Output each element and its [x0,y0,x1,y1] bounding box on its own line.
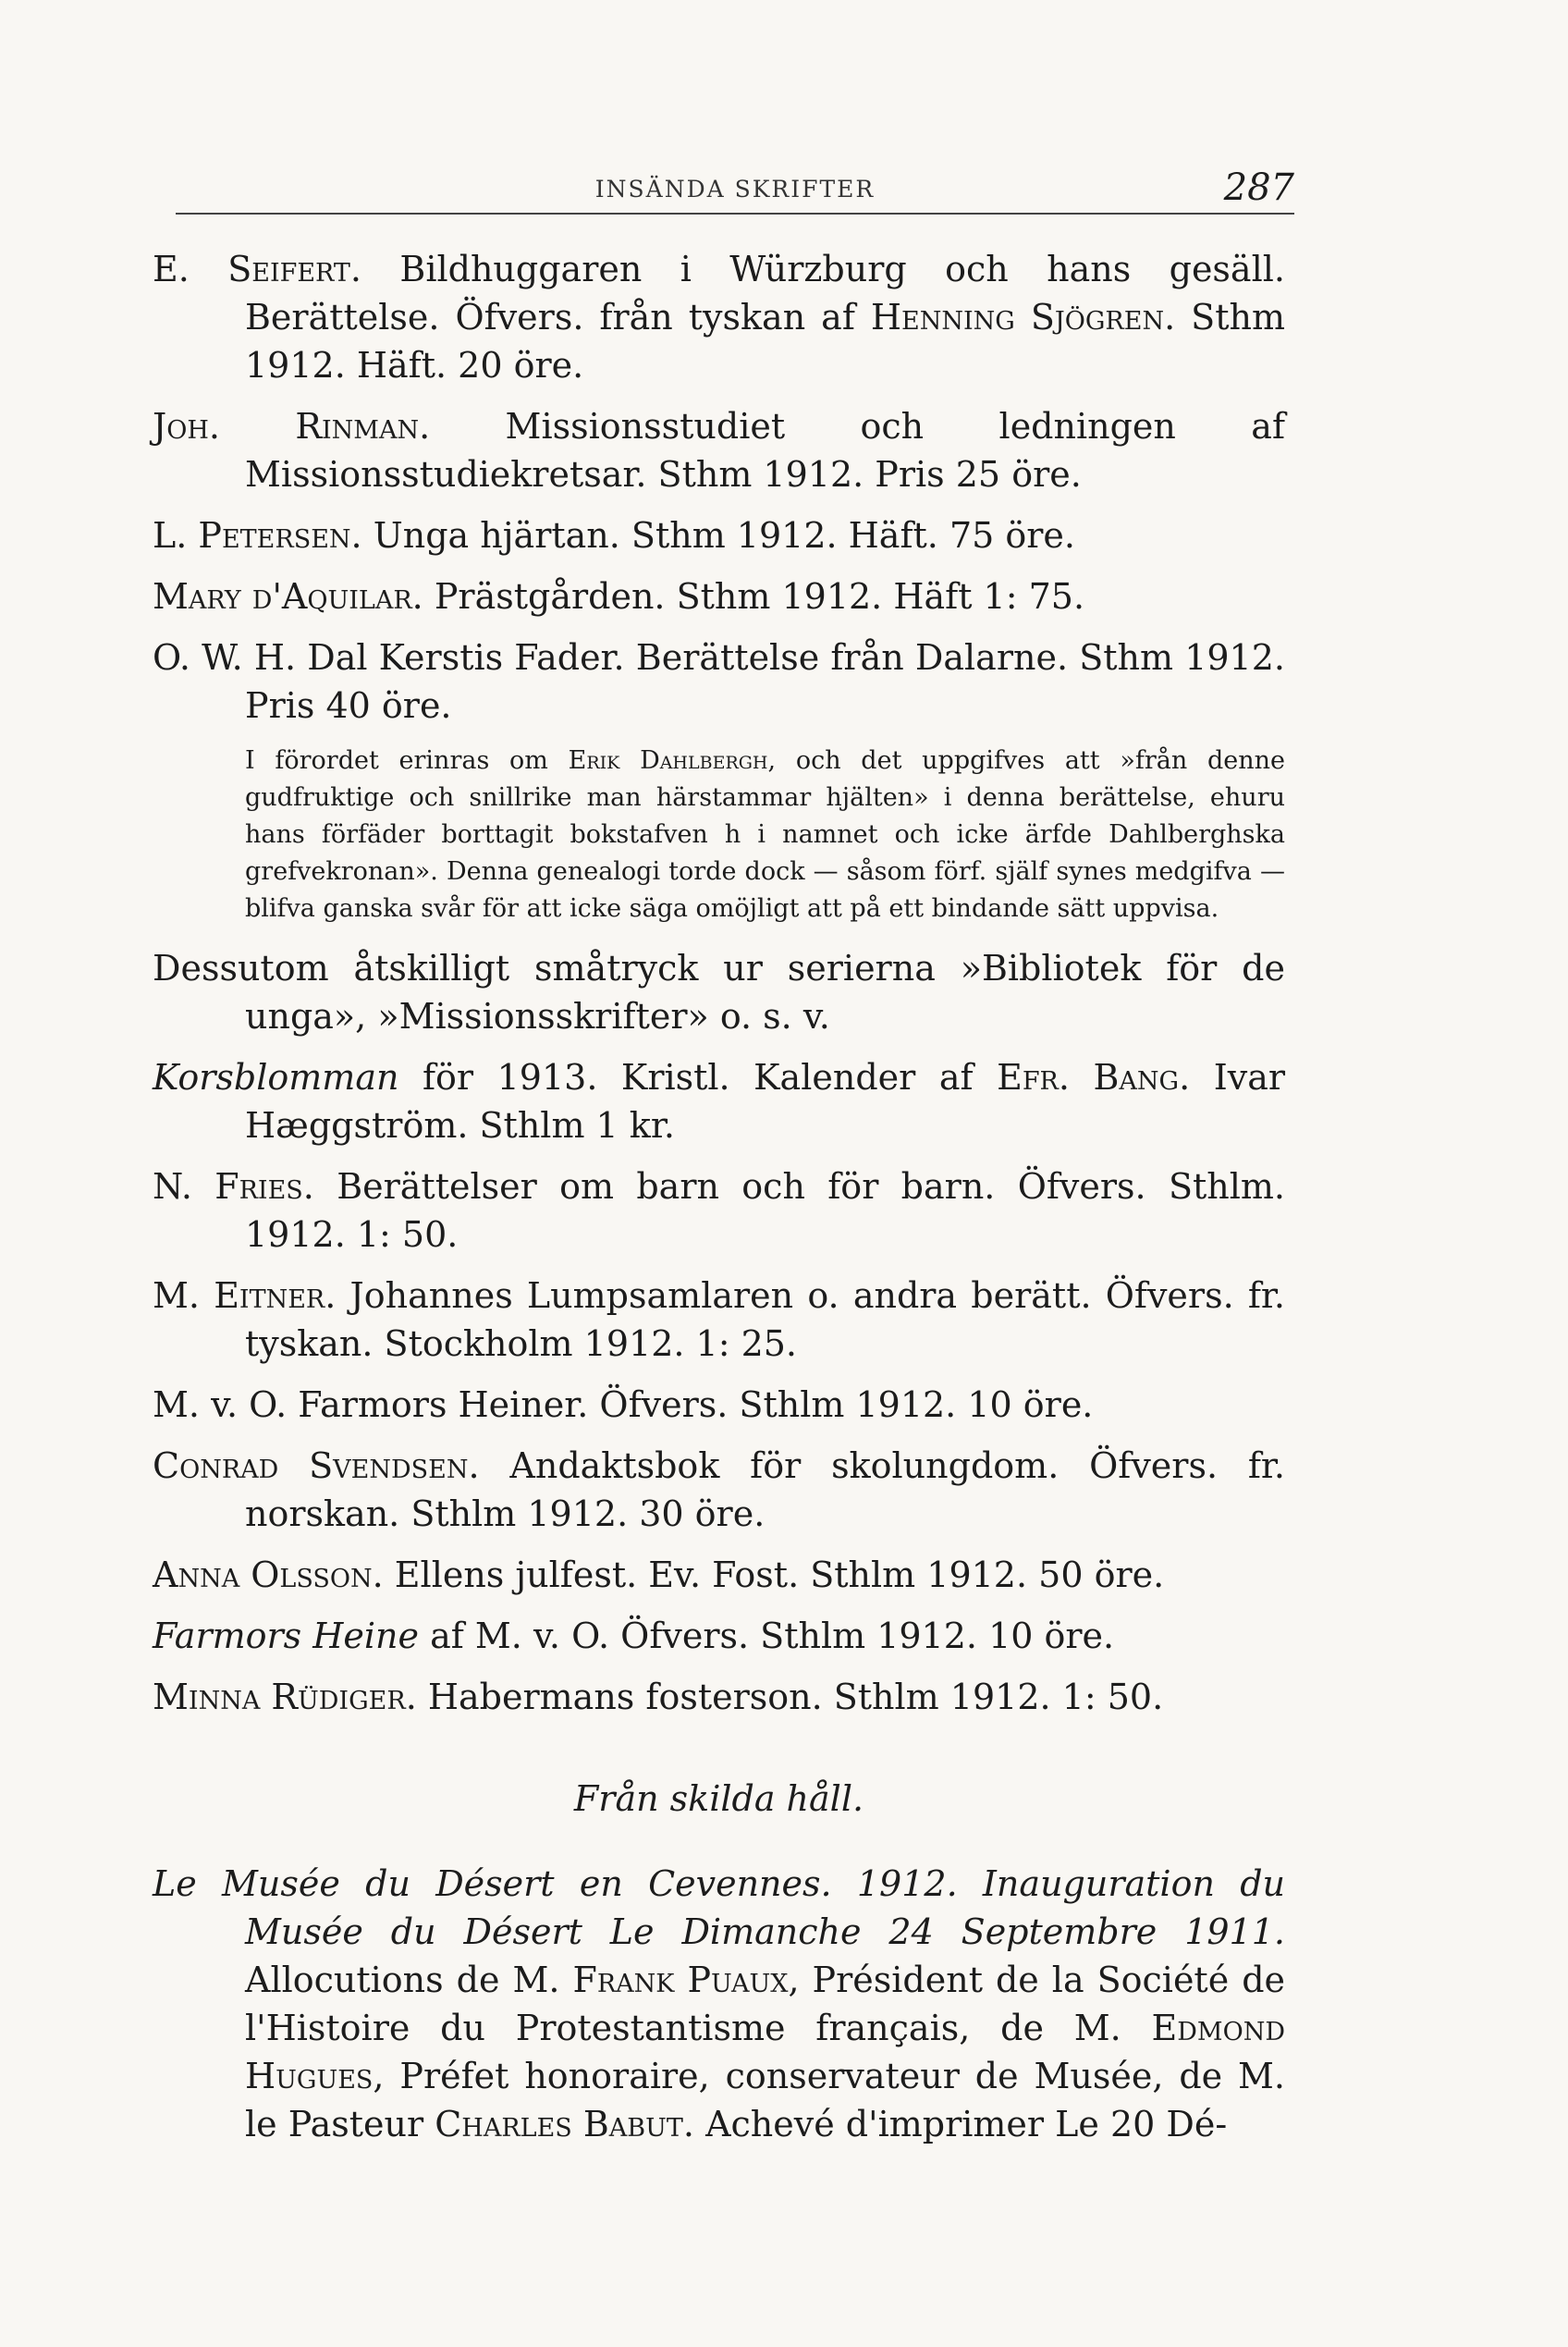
entry-text: Habermans fosterson. Sthlm 1912. 1: 50. [416,1677,1164,1717]
entry-petersen [153,511,1285,559]
entry-farmors-heine [153,1612,1285,1660]
note-after: och det uppgifves att »från denne gudfruktige och snillrike man härstammar hjälten» i denna berättelse, ehuru hans förfäder borttagit bokstafven h i namnet och icke ärfde Dahlberghska grefvekronan». Denna genealogi torde dock — såsom förf. själf synes medgifva — blifva ganska svår för att icke säga omöjligt att på ett bindande sätt uppvisa. [245,746,1285,923]
entry-olsson [153,1551,1285,1599]
french-text-2: Président de la Société de l'Histoire du Protestantisme français, de M. [245,1960,1286,2048]
entry-text: Missionsstudiet och ledningen af Missionsstudiekretsar. Sthm 1912. Pris 25 öre. [245,406,1286,495]
entry-korsblomman [153,1053,1285,1149]
entry-text: Johannes Lumpsamlaren o. andra berätt. Öfvers. fr. tyskan. Stockholm 1912. 1: 25. [245,1275,1285,1364]
entry-author: M. Eitner. [153,1275,337,1316]
entry-seifert [153,245,1285,389]
entry-text: Berättelser om barn och för barn. Öfvers. Sthlm. 1912. 1: 50. [245,1166,1285,1255]
entry-author: Conrad Svendsen. [153,1445,480,1486]
entry-author: O. W. H. [153,637,297,678]
entry-title: Bildhuggaren i Würzburg och hans gesäll. [399,249,1285,289]
french-text-4: Achevé d'imprimer Le 20 Dé- [694,2104,1228,2144]
entry-rest: Sthm 1912. Häft. 20 öre. [245,297,1285,386]
french-text-1: Allocutions de M. [245,1960,573,2000]
running-title: INSÄNDA SKRIFTER [594,176,876,203]
french-text-3: Préfet honoraire, conservateur de Musée, de M. le Pasteur [245,2056,1285,2144]
section-title: Från skilda håll. [573,1778,864,1819]
note-name: Erik Dahlbergh, [568,746,777,775]
entry-title: Farmors Heine [153,1616,420,1656]
entry-text: Prästgården. Sthm 1912. Häft 1: 75. [423,576,1085,617]
entry-author: Anna Olsson. [153,1554,384,1595]
entry-rudiger [153,1673,1285,1721]
entry-author: N. Fries. [153,1166,314,1207]
french-name-1: Frank Puaux, [572,1960,800,2000]
entry-translator: Henning Sjögren. [870,297,1176,338]
entry-author: E. Seifert. [153,249,361,289]
entry-musee-du-desert [153,1860,1285,2148]
entry-fries [153,1162,1285,1259]
entry-author: L. Petersen. [153,515,362,556]
entry-editor: Efr. Bang. [997,1057,1191,1098]
entry-text: Farmors Heiner. Öfvers. Sthlm 1912. 10 öre. [287,1384,1094,1425]
entry-title: Le Musée du Désert en Cevennes. 1912. Inauguration du Musée du Désert Le Dimanche 24 Septembre 1911. [153,1863,1285,1952]
french-name-2: Edmond Hugues, [245,2008,1285,2096]
entry-mvo [153,1381,1285,1429]
page-number: 287 [1223,166,1294,209]
note-before: I förordet erinras om [245,746,569,775]
entry-text: Andaktsbok för skolungdom. Öfvers. fr. norskan. Sthlm 1912. 30 öre. [245,1445,1285,1534]
entry-author: Joh. Rinman. [153,406,431,447]
french-name-3: Charles Babut. [435,2104,694,2144]
entry-text: Ellens julfest. Ev. Fost. Sthlm 1912. 50 öre. [383,1554,1165,1595]
entry-eitner [153,1272,1285,1368]
page-header [176,166,1294,215]
entry-author: M. v. O. [153,1384,288,1425]
entry-aquilar [153,572,1285,621]
entry-text: för 1913. Kristl. Kalender af [398,1057,998,1098]
entry-author: Mary d'Aquilar. [153,576,423,617]
entry-text: Berättelse. Öfvers. från tyskan af [245,297,871,338]
entry-text: Dal Kerstis Fader. Berättelse från Dalarne. Sthm 1912. Pris 40 öre. [245,637,1285,726]
entry-text: af M. v. O. Öfvers. Sthlm 1912. 10 öre. [419,1616,1115,1656]
entry-title: Korsblomman [153,1057,399,1098]
entry-owh [153,633,1285,730]
page-content [153,245,1285,2148]
entry-author: Minna Rüdiger. [153,1677,417,1717]
entry-rinman [153,402,1285,498]
entry-svendsen [153,1442,1285,1538]
entry-rest: Ivar Hæggström. Sthlm 1 kr. [245,1057,1286,1146]
entry-dessutom: Dessutom åtskilligt småtryck ur serierna »Bibliotek för de unga», »Missionsskrifter» o. s. v. [153,948,1285,1037]
entry-text: Unga hjärtan. Sthm 1912. Häft. 75 öre. [361,515,1075,556]
editorial-note [153,743,1285,928]
